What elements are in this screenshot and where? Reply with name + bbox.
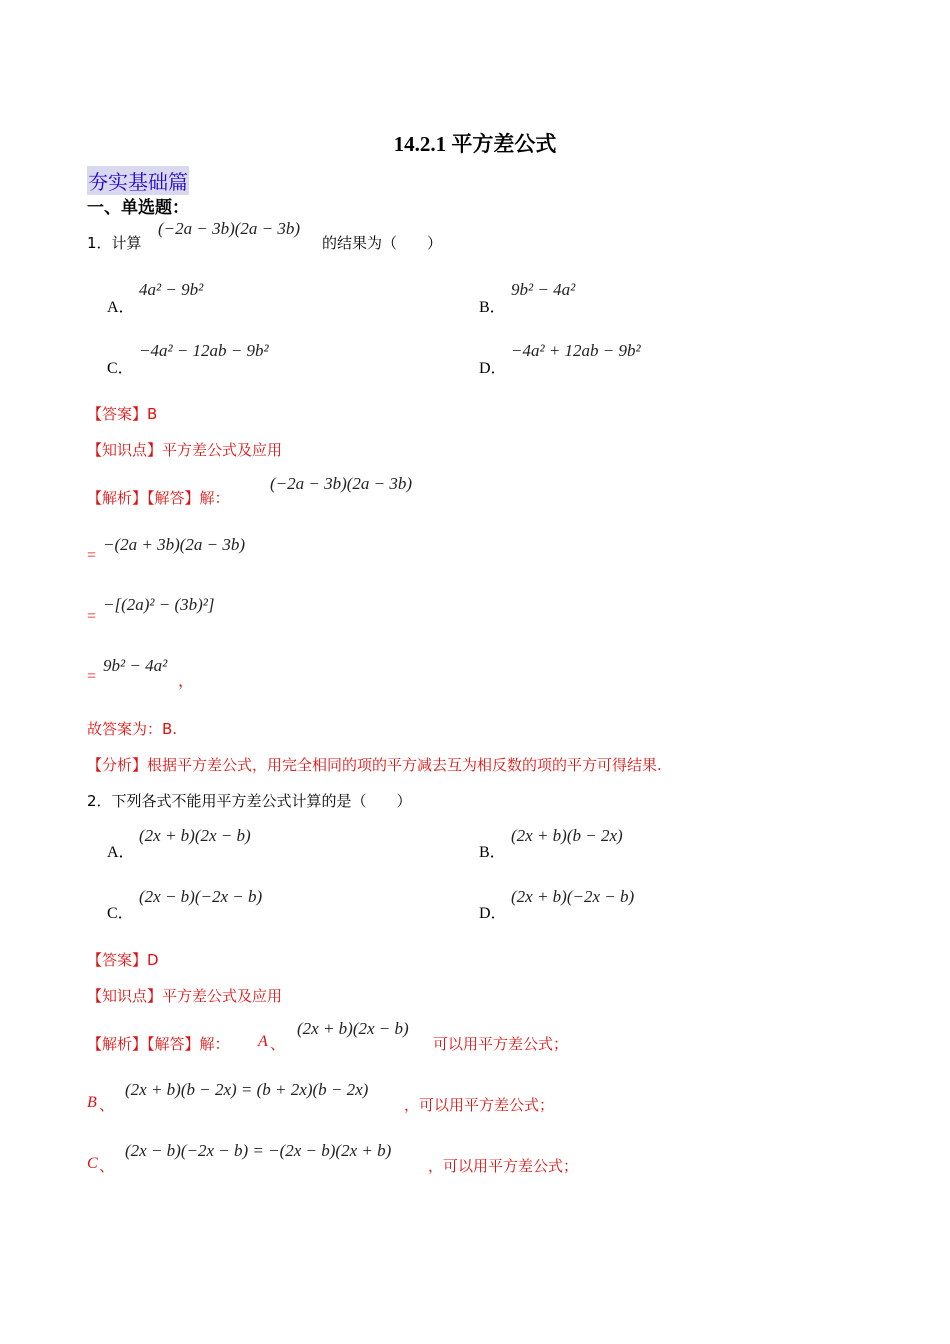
- q2-item-a-tail: 可以用平方差公式；: [433, 1035, 569, 1053]
- q1-option-b-expr: 9b² − 4a²: [511, 280, 576, 299]
- q2-knowledge: 【知识点】平方差公式及应用: [87, 987, 283, 1005]
- q2-item-b-letter: B: [87, 1094, 97, 1111]
- q2-option-c-expr: (2x − b)(−2x − b): [139, 887, 263, 906]
- q2-option-d-label: D．: [479, 905, 507, 922]
- q2-stem: 2．下列各式不能用平方差公式计算的是（ ）: [87, 792, 412, 810]
- q1-stem-expr: (−2a − 3b)(2a − 3b): [158, 219, 301, 238]
- q1-knowledge: 【知识点】平方差公式及应用: [87, 441, 283, 459]
- section-tag: 夯实基础篇: [87, 166, 189, 195]
- q1-option-d-label: D．: [479, 360, 507, 377]
- q2-item-b-expr: (2x + b)(b − 2x) = (b + 2x)(b − 2x): [125, 1080, 369, 1099]
- q2-option-a-label: A．: [107, 844, 135, 861]
- q1-option-c-label: C．: [107, 360, 134, 377]
- q2-item-c-tail: ，可以用平方差公式；: [428, 1157, 579, 1175]
- q2-item-a-sep: 、: [270, 1035, 286, 1053]
- q2-option-b-expr: (2x + b)(b − 2x): [511, 826, 623, 845]
- q2-option-c-label: C．: [107, 905, 134, 922]
- q1-step-3-tail: ，: [178, 673, 195, 690]
- q1-option-c-expr: −4a² − 12ab − 9b²: [139, 341, 269, 360]
- q2-item-b-sep: 、: [99, 1096, 115, 1114]
- q1-step-1-expr: −(2a + 3b)(2a − 3b): [103, 535, 246, 554]
- q2-answer: 【答案】D: [87, 951, 159, 969]
- q1-analysis-expr: (−2a − 3b)(2a − 3b): [270, 474, 413, 493]
- q1-option-a-label: A．: [107, 299, 135, 316]
- q1-analysis-prefix: 【解析】【解答】解：: [87, 489, 230, 507]
- q1-conclusion: 故答案为：B.: [87, 720, 178, 738]
- q2-item-a-expr: (2x + b)(2x − b): [297, 1019, 409, 1038]
- section-heading: 一、单选题：: [87, 198, 189, 218]
- q1-fenxi: 【分析】根据平方差公式，用完全相同的项的平方减去互为相反数的项的平方可得结果.: [87, 756, 662, 774]
- q2-option-d-expr: (2x + b)(−2x − b): [511, 887, 635, 906]
- q1-stem-prefix: 1．计算: [87, 234, 142, 252]
- q1-option-d-expr: −4a² + 12ab − 9b²: [511, 341, 641, 360]
- q2-analysis-prefix: 【解析】【解答】解：: [87, 1035, 230, 1053]
- q2-item-a-letter: A: [258, 1033, 268, 1050]
- q2-item-c-sep: 、: [99, 1157, 115, 1175]
- q1-step-3-expr: 9b² − 4a²: [103, 656, 168, 675]
- q2-item-c-letter: C: [87, 1155, 98, 1172]
- q2-item-c-expr: (2x − b)(−2x − b) = −(2x − b)(2x + b): [125, 1141, 392, 1160]
- q2-option-a-expr: (2x + b)(2x − b): [139, 826, 251, 845]
- q1-step-2-eq: =: [87, 608, 97, 625]
- q1-step-3-eq: =: [87, 668, 97, 685]
- q1-stem-suffix: 的结果为（ ）: [322, 234, 443, 252]
- q1-step-1-eq: =: [87, 547, 97, 564]
- q1-option-b-label: B．: [479, 299, 506, 316]
- q1-answer: 【答案】B: [87, 405, 158, 423]
- q2-item-b-tail: ，可以用平方差公式；: [404, 1096, 555, 1114]
- q2-option-b-label: B．: [479, 844, 506, 861]
- q1-option-a-expr: 4a² − 9b²: [139, 280, 204, 299]
- page-title: 14.2.1 平方差公式: [393, 132, 557, 156]
- q1-step-2-expr: −[(2a)² − (3b)²]: [103, 595, 215, 614]
